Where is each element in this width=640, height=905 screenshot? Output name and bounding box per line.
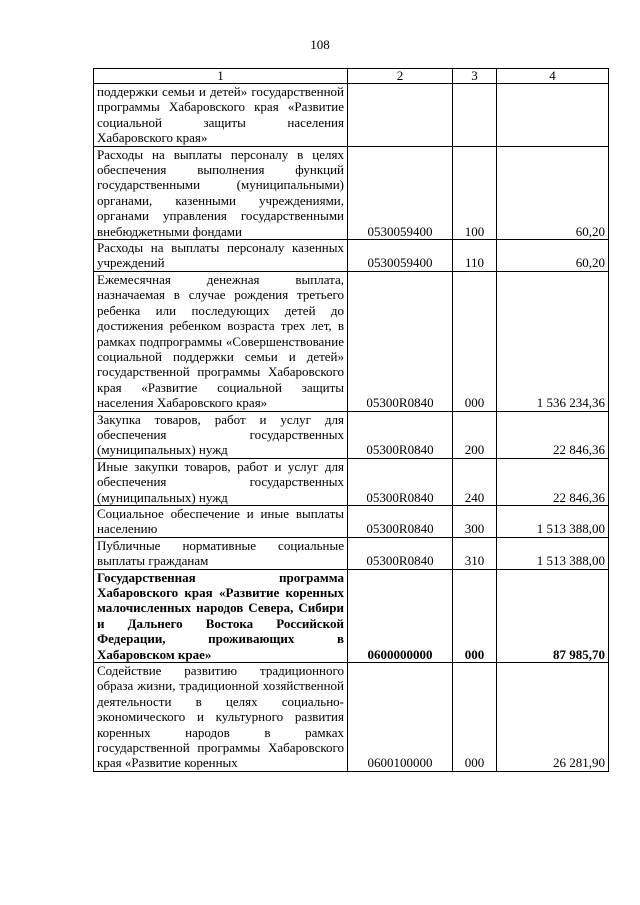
row-vr: 310	[453, 537, 497, 569]
row-name: Публичные нормативные социальные выплаты гражданам	[94, 537, 348, 569]
row-code: 0600100000	[348, 663, 453, 772]
row-sum: 22 846,36	[497, 411, 609, 458]
table-row	[94, 663, 609, 772]
table-row	[94, 271, 609, 411]
table-row	[94, 411, 609, 458]
row-vr	[453, 84, 497, 147]
row-name: Содействие развитию традиционного образа жизни, традиционной хозяйственной деятельности в целях социально-экономического и культурного развития коренных народов в рамках государственной программы Хабаровского края «Развитие коренных	[94, 663, 348, 772]
row-name: Расходы на выплаты персоналу в целях обеспечения выполнения функций государственными (муниципальными) органами, казенными учреждениями, органами управления государственными внебюджетными фондами	[94, 146, 348, 239]
column-header-4: 4	[497, 69, 609, 84]
table-row	[94, 146, 609, 239]
row-sum	[497, 84, 609, 147]
row-code	[348, 84, 453, 147]
row-vr: 000	[453, 663, 497, 772]
row-name: Иные закупки товаров, работ и услуг для обеспечения государственных (муниципальных) нужд	[94, 458, 348, 505]
column-header-1: 1	[94, 69, 348, 84]
table-row-program	[94, 569, 609, 662]
row-sum: 60,20	[497, 146, 609, 239]
row-code: 0600000000	[348, 569, 453, 662]
budget-table	[93, 68, 609, 772]
table-row	[94, 537, 609, 569]
row-code: 0530059400	[348, 146, 453, 239]
row-vr: 100	[453, 146, 497, 239]
page-number: 108	[310, 37, 330, 52]
row-sum: 1 513 388,00	[497, 537, 609, 569]
row-vr: 240	[453, 458, 497, 505]
row-vr: 300	[453, 505, 497, 537]
row-code: 05300R0840	[348, 505, 453, 537]
row-sum: 87 985,70	[497, 569, 609, 662]
row-vr: 000	[453, 569, 497, 662]
row-sum: 26 281,90	[497, 663, 609, 772]
row-code: 05300R0840	[348, 537, 453, 569]
table-row	[94, 505, 609, 537]
row-code: 0530059400	[348, 240, 453, 272]
row-name: Социальное обеспечение и иные выплаты населению	[94, 505, 348, 537]
row-name: поддержки семьи и детей» государственной программы Хабаровского края «Развитие социальной защиты населения Хабаровского края»	[94, 84, 348, 147]
row-vr: 000	[453, 271, 497, 411]
row-name: Государственная программа Хабаровского края «Развитие коренных малочисленных народов Севера, Сибири и Дальнего Востока Российской Федерации, проживающих в Хабаровском крае»	[94, 569, 348, 662]
table-row	[94, 84, 609, 147]
row-name: Ежемесячная денежная выплата, назначаемая в случае рождения третьего ребенка или последующих детей до достижения ребенком возраста трех лет, в рамках подпрограммы «Совершенствование социальной поддержки семьи и детей» государственной программы Хабаровского края «Развитие социальной защиты населения Хабаровского края»	[94, 271, 348, 411]
row-code: 05300R0840	[348, 458, 453, 505]
row-code: 05300R0840	[348, 411, 453, 458]
row-name: Закупка товаров, работ и услуг для обеспечения государственных (муниципальных) нужд	[94, 411, 348, 458]
column-header-2: 2	[348, 69, 453, 84]
table-header-row	[94, 69, 609, 84]
column-header-3: 3	[453, 69, 497, 84]
table-row	[94, 240, 609, 272]
row-vr: 200	[453, 411, 497, 458]
row-sum: 1 536 234,36	[497, 271, 609, 411]
table-row	[94, 458, 609, 505]
row-sum: 22 846,36	[497, 458, 609, 505]
row-sum: 60,20	[497, 240, 609, 272]
row-vr: 110	[453, 240, 497, 272]
row-code: 05300R0840	[348, 271, 453, 411]
row-name: Расходы на выплаты персоналу казенных учреждений	[94, 240, 348, 272]
row-sum: 1 513 388,00	[497, 505, 609, 537]
